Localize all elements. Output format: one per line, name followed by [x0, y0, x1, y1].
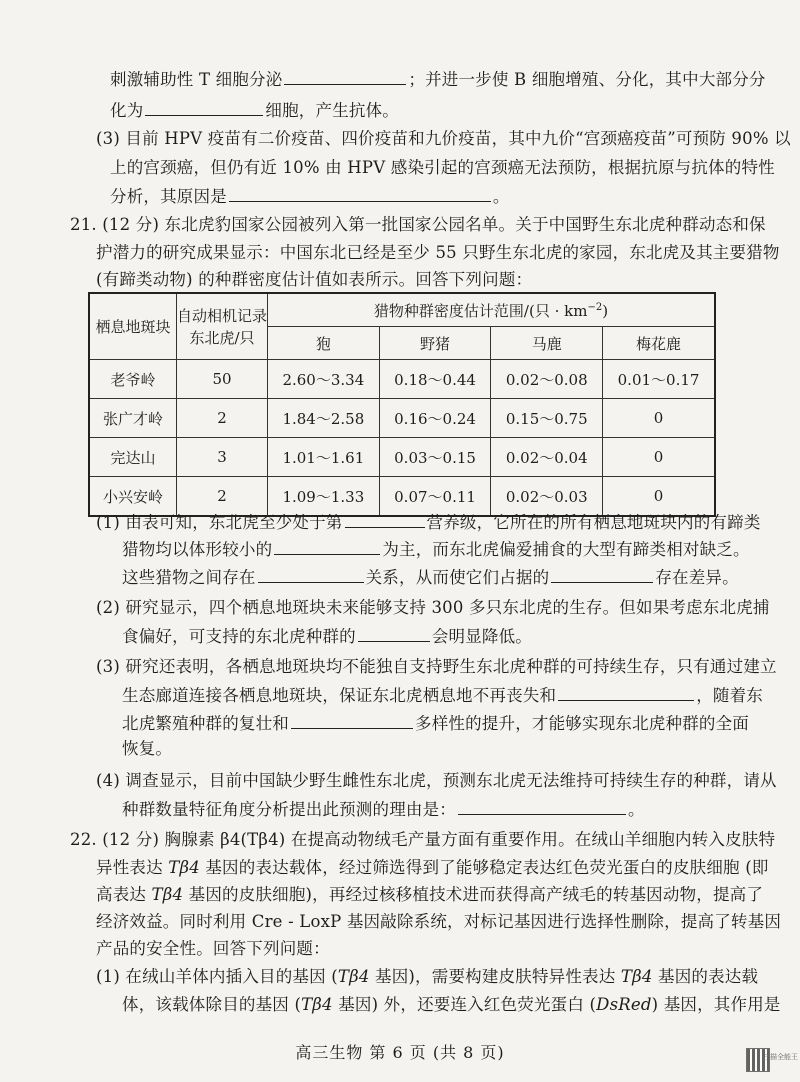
cell: 0: [603, 477, 715, 517]
gene-name: Tβ4: [301, 995, 333, 1014]
watermark: 扫描全能王: [763, 1053, 798, 1061]
cell: 0.16～0.24: [379, 399, 491, 438]
text: 基因) 外，还要连入红色荧光蛋白 (: [332, 995, 597, 1014]
row-tigers: 2: [177, 399, 268, 438]
text: (1) 由表可知，东北虎至少处于第: [96, 513, 343, 532]
cell: 0.15～0.75: [491, 399, 603, 438]
answer-blank[interactable]: [274, 536, 380, 555]
answer-blank[interactable]: [458, 796, 626, 815]
table-row: [89, 438, 715, 477]
question-22-stem: 22. (12 分) 胸腺素 β4(Tβ4) 在提高动物绒毛产量方面有重要作用。在绒山羊细胞内转入皮肤特: [70, 830, 776, 849]
text-line: 护潜力的研究成果显示：中国东北已经是至少 55 只野生东北虎的家园，东北虎及其主要猎物: [96, 243, 780, 262]
text-line: (有蹄类动物) 的种群密度估计值如表所示。回答下列问题：: [96, 270, 533, 289]
text-line: [96, 856, 769, 880]
cell: 0.02～0.04: [491, 438, 603, 477]
text: ；并进一步使 B 细胞增殖、分化，其中大部分分: [408, 70, 766, 89]
text: ，随着东: [696, 686, 764, 705]
gene-name: Tβ4: [337, 967, 370, 986]
header-camera-line1: 自动相机记录: [177, 306, 268, 325]
row-tigers: 2: [177, 477, 268, 517]
text: 基因的表达载: [652, 967, 759, 986]
table-row: [89, 399, 715, 438]
answer-blank[interactable]: [551, 564, 653, 583]
text-line: (2) 研究显示，四个栖息地斑块未来能够支持 300 多只东北虎的生存。但如果考虑东北虎捕: [96, 598, 770, 617]
text: 高表达: [96, 885, 152, 904]
text-line: [96, 509, 761, 535]
text: 基因)，需要构建皮肤特异性表达: [369, 967, 621, 986]
answer-blank[interactable]: [558, 682, 694, 701]
col-header: 马鹿: [491, 327, 603, 360]
text-line: [110, 97, 399, 123]
cell: 0.03～0.15: [379, 438, 491, 477]
text: 猎物均以体形较小的: [122, 540, 273, 559]
text: 为主，而东北虎偏爱捕食的大型有蹄类相对缺乏。: [382, 540, 750, 559]
text: 化为: [110, 101, 144, 120]
col-header: 狍: [268, 327, 380, 360]
text: 基因的皮肤细胞)，再经过核移植技术进而获得高产绒毛的转基因动物，提高了: [183, 885, 764, 904]
text-line: [110, 66, 766, 92]
cell: 0.07～0.11: [379, 477, 491, 517]
text: 生态廊道连接各栖息地斑块，保证东北虎栖息地不再丧失和: [122, 686, 557, 705]
text: 会明显降低。: [431, 627, 533, 646]
text-line: (3) 研究还表明，各栖息地斑块均不能独自支持野生东北虎种群的可持续生存，只有通过建立: [96, 657, 777, 676]
text: ) 基因，其作用是: [651, 995, 781, 1014]
row-tigers: 50: [177, 360, 268, 399]
cell: 2.60～3.34: [268, 360, 380, 399]
text-line: [122, 564, 739, 590]
answer-blank[interactable]: [345, 509, 425, 528]
text-line: [122, 796, 645, 822]
answer-blank[interactable]: [258, 564, 364, 583]
answer-blank[interactable]: [284, 66, 406, 85]
text: (1) 在绒山羊体内插入目的基因 (: [96, 967, 338, 986]
cell: 0: [603, 399, 715, 438]
text: 分析，其原因是: [110, 187, 227, 206]
header-prey-text: 猎物种群密度估计范围/(只 · km: [373, 301, 588, 320]
row-patch: 老爷岭: [89, 360, 177, 399]
text-line: [96, 965, 758, 989]
row-patch: 完达山: [89, 438, 177, 477]
text: 基因的表达载体，经过筛选得到了能够稳定表达红色荧光蛋白的皮肤细胞 (即: [199, 858, 769, 877]
text: 存在差异。: [655, 568, 739, 587]
gene-name: Tβ4: [620, 967, 653, 986]
header-prey-density: [268, 293, 716, 327]
text: 营养级，它所在的所有栖息地斑块内的有蹄类: [426, 513, 761, 532]
col-header: 野猪: [379, 327, 491, 360]
answer-blank[interactable]: [229, 183, 491, 202]
text-line: [122, 536, 750, 562]
text-line: (3) 目前 HPV 疫苗有二价疫苗、四价疫苗和九价疫苗，其中九价“宫颈癌疫苗”可预防 90% 以: [96, 129, 791, 148]
text-line: [122, 993, 781, 1017]
gene-name: Tβ4: [168, 858, 200, 877]
text: 多样性的提升，才能够实现东北虎种群的全面: [415, 714, 749, 733]
text: 体，该载体除目的基因 (: [122, 995, 302, 1014]
row-patch: 张广才岭: [89, 399, 177, 438]
row-patch: 小兴安岭: [89, 477, 177, 517]
cell: 1.01～1.61: [268, 438, 380, 477]
header-camera-line2: 东北虎/只: [189, 328, 255, 347]
header-prey-end: ): [602, 301, 609, 320]
text: 北虎繁殖种群的复壮和: [122, 714, 289, 733]
text-line: 恢复。: [122, 739, 173, 758]
question-21-stem: 21. (12 分) 东北虎豹国家公园被列入第一批国家公园名单。关于中国野生东北虎种群动态和保: [70, 215, 766, 234]
text-line: [122, 682, 763, 708]
text: 关系，从而使它们占据的: [365, 568, 550, 587]
row-tigers: 3: [177, 438, 268, 477]
text: 食偏好，可支持的东北虎种群的: [122, 627, 356, 646]
table-row: [89, 360, 715, 399]
cell: 0.02～0.03: [491, 477, 603, 517]
page-footer: 高三生物 第 6 页 (共 8 页): [295, 1043, 505, 1062]
header-prey-unit-exp: −2: [587, 301, 603, 313]
text: 种群数量特征角度分析提出此预测的理由是：: [122, 800, 456, 819]
col-header: 梅花鹿: [603, 327, 715, 360]
text: 这些猎物之间存在: [122, 568, 256, 587]
text-line: 经济效益。同时利用 Cre - LoxP 基因敲除系统，对标记基因进行选择性删除，提高了转基因: [96, 912, 782, 931]
gene-name: Tβ4: [151, 885, 184, 904]
text-line: 产品的安全性。回答下列问题：: [96, 939, 330, 958]
text: 异性表达: [96, 858, 169, 877]
cell: 0: [603, 438, 715, 477]
prey-density-table: [88, 292, 716, 517]
text-line: [96, 883, 763, 907]
header-camera: [177, 293, 268, 360]
gene-name: DsRed: [596, 995, 652, 1014]
answer-blank[interactable]: [358, 623, 430, 642]
header-patch: 栖息地斑块: [89, 293, 177, 360]
answer-blank[interactable]: [145, 97, 263, 116]
cell: 1.09～1.33: [268, 477, 380, 517]
cell: 1.84～2.58: [268, 399, 380, 438]
cell: 0.18～0.44: [379, 360, 491, 399]
text: 。: [628, 800, 645, 819]
cell: 0.02～0.08: [491, 360, 603, 399]
text-line: (4) 调查显示，目前中国缺少野生雌性东北虎，预测东北虎无法维持可持续生存的种群，请从: [96, 771, 777, 790]
text-line: 上的宫颈癌，但仍有近 10% 由 HPV 感染引起的宫颈癌无法预防，根据抗原与抗体的特性: [110, 158, 775, 177]
text-line: [122, 623, 532, 649]
text: 。: [492, 187, 510, 206]
text: 细胞，产生抗体。: [265, 101, 400, 120]
text-line: [122, 710, 749, 736]
text-line: [110, 183, 510, 209]
cell: 0.01～0.17: [603, 360, 715, 399]
answer-blank[interactable]: [291, 710, 413, 729]
text: 刺激辅助性 T 细胞分泌: [110, 70, 283, 89]
